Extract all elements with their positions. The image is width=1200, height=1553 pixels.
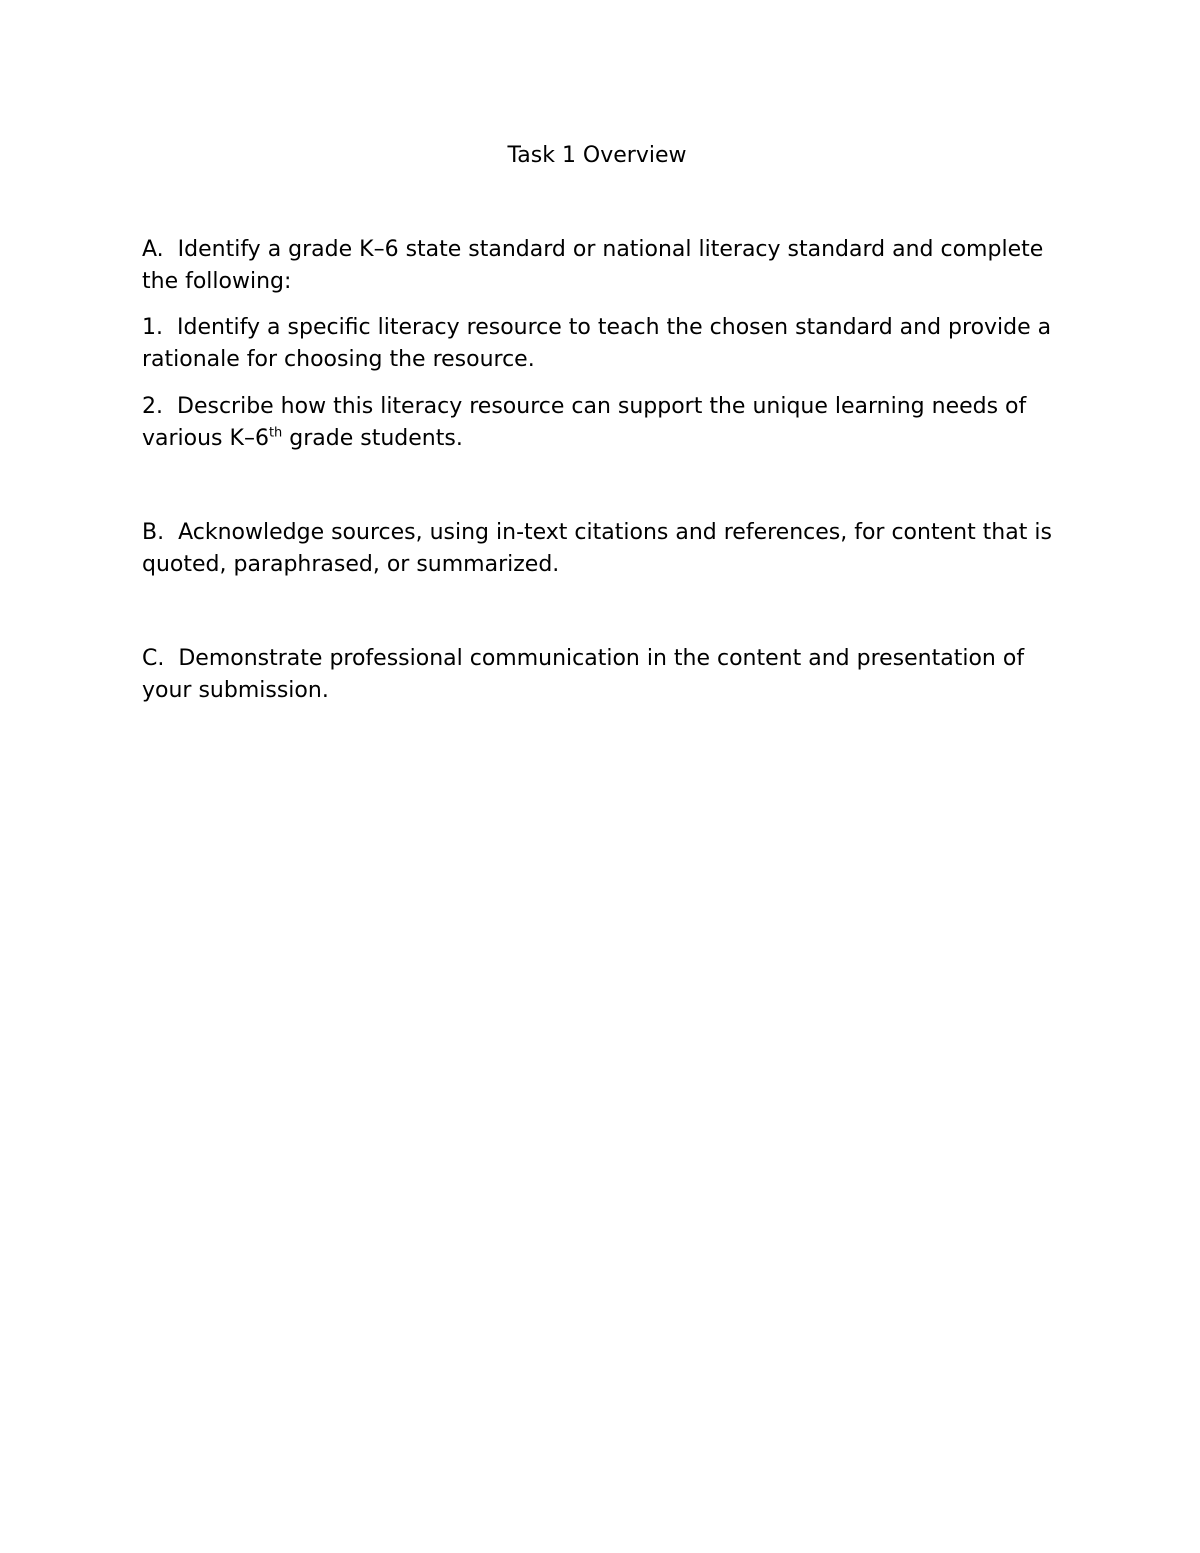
requirement-c-text: Demonstrate professional communication in the content and presentation of your submission.	[142, 646, 1025, 703]
requirement-a1	[142, 312, 1072, 376]
requirement-a1-marker: 1.	[142, 315, 163, 340]
requirement-b	[142, 517, 1072, 581]
requirement-b-marker: B.	[142, 520, 165, 545]
requirement-a-text: Identify a grade K–6 state standard or national literacy standard and complete the following:	[142, 237, 1044, 294]
requirement-a-marker: A.	[142, 237, 164, 262]
document-body	[142, 140, 1072, 707]
requirement-a1-text: Identify a specific literacy resource to teach the chosen standard and provide a rationale for choosing the resource.	[142, 315, 1052, 372]
requirement-a2-superscript: th	[268, 425, 283, 441]
document-title: Task 1 Overview	[507, 143, 687, 168]
requirement-a2-text: Describe how this literacy resource can support the unique learning needs of various K–6	[142, 394, 1027, 451]
requirement-a	[142, 234, 1072, 298]
requirement-a2	[142, 391, 1072, 455]
requirement-a2-text-end: grade students.	[282, 426, 463, 451]
requirement-c	[142, 643, 1072, 707]
requirement-b-text: Acknowledge sources, using in-text citations and references, for content that is quoted, paraphrased, or summarized.	[142, 520, 1052, 577]
requirement-a2-marker: 2.	[142, 394, 163, 419]
requirement-c-marker: C.	[142, 646, 165, 671]
